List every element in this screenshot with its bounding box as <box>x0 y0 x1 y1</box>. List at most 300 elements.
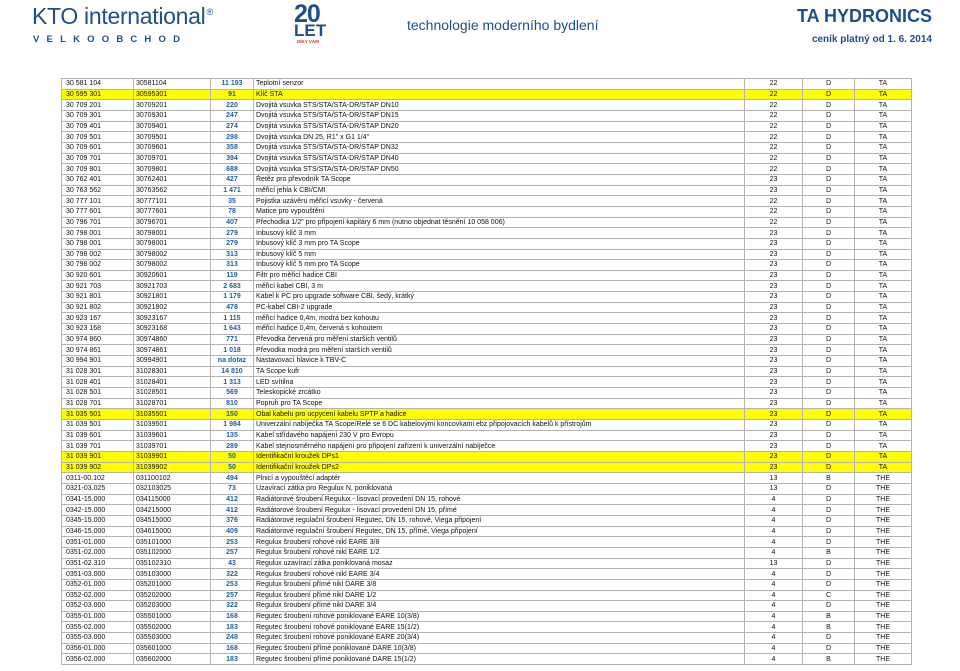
table-row <box>62 121 912 132</box>
item-code: 31 035 501 <box>62 409 134 420</box>
table-row <box>62 441 912 452</box>
item-alt-code: 31028401 <box>134 377 211 388</box>
item-alt-code: 31039601 <box>134 430 211 441</box>
item-brand: TA <box>855 196 912 207</box>
item-code: 31 028 701 <box>62 398 134 409</box>
item-name: Radiátorové regulační šroubení Regutec, DN 15, přímé, Viega připojení <box>254 526 745 537</box>
item-price: 11 193 <box>211 79 254 90</box>
item-code: 0311-00.102 <box>62 473 134 484</box>
table-row <box>62 313 912 324</box>
item-group: 4 <box>745 590 803 601</box>
item-name: Filtr pro měřicí hadice CBI <box>254 270 745 281</box>
item-price: 313 <box>211 249 254 260</box>
item-name: Inbusový klíč 3 mm pro TA Scope <box>254 238 745 249</box>
item-class: D <box>803 377 855 388</box>
item-code: 30 709 201 <box>62 100 134 111</box>
item-code: 31 028 401 <box>62 377 134 388</box>
item-class: D <box>803 569 855 580</box>
item-code: 0351-03.000 <box>62 569 134 580</box>
table-row <box>62 430 912 441</box>
item-brand: TA <box>855 185 912 196</box>
table-row <box>62 526 912 537</box>
brand-name: KTO international <box>32 3 206 29</box>
item-name: Regulux šroubení rohové nikl EARE 1/2 <box>254 547 745 558</box>
item-name: Převodka modrá pro měření starších ventilů <box>254 345 745 356</box>
item-price: 1 018 <box>211 345 254 356</box>
item-price: 247 <box>211 110 254 121</box>
item-class: D <box>803 334 855 345</box>
item-code: 30 763 562 <box>62 185 134 196</box>
item-alt-code: 31039501 <box>134 420 211 431</box>
item-code: 30 709 401 <box>62 121 134 132</box>
item-brand: TA <box>855 132 912 143</box>
item-name: Identifikační kroužek DPs2 <box>254 462 745 473</box>
item-group: 22 <box>745 196 803 207</box>
item-group: 13 <box>745 483 803 494</box>
table-row <box>62 505 912 516</box>
item-brand: TA <box>855 79 912 90</box>
anniversary-logo <box>292 2 326 48</box>
item-price: 168 <box>211 611 254 622</box>
item-alt-code: 30762401 <box>134 174 211 185</box>
item-brand: THE <box>855 526 912 537</box>
item-price: 1 471 <box>211 185 254 196</box>
item-class: D <box>803 366 855 377</box>
item-price: 1 984 <box>211 420 254 431</box>
item-name: Popruh pro TA Scope <box>254 398 745 409</box>
item-group: 23 <box>745 451 803 462</box>
item-price: 322 <box>211 569 254 580</box>
item-price: 73 <box>211 483 254 494</box>
item-name: Regulux uzavírací zátka poniklovaná mosaz <box>254 558 745 569</box>
item-code: 30 798 002 <box>62 260 134 271</box>
table-row <box>62 174 912 185</box>
company-tagline: VELKOOBCHOD <box>33 34 188 45</box>
item-class: D <box>803 505 855 516</box>
item-brand: TA <box>855 249 912 260</box>
item-alt-code: 30709501 <box>134 132 211 143</box>
item-code: 31 039 601 <box>62 430 134 441</box>
item-name: Převodka červená pro měření starších ventilů <box>254 334 745 345</box>
item-price: 78 <box>211 206 254 217</box>
item-group: 23 <box>745 366 803 377</box>
item-alt-code: 031100102 <box>134 473 211 484</box>
item-class: D <box>803 174 855 185</box>
item-class: D <box>803 249 855 260</box>
table-row <box>62 569 912 580</box>
item-name: Regutec šroubení rohové poniklované EARE 15(1/2) <box>254 622 745 633</box>
item-price: 1 179 <box>211 292 254 303</box>
item-price: 376 <box>211 515 254 526</box>
item-price: 771 <box>211 334 254 345</box>
product-brand: TA HYDRONICS <box>797 6 932 26</box>
item-name: Pojistka uzávěru měřicí vsuvky - červená <box>254 196 745 207</box>
table-row <box>62 260 912 271</box>
item-alt-code: 034115000 <box>134 494 211 505</box>
pricelist-validity: ceník platný od 1. 6. 2014 <box>811 34 932 45</box>
item-code: 0346-15.000 <box>62 526 134 537</box>
item-code: 0352-02.000 <box>62 590 134 601</box>
item-alt-code: 30921801 <box>134 292 211 303</box>
item-alt-code: 30798001 <box>134 228 211 239</box>
item-group: 4 <box>745 611 803 622</box>
item-group: 22 <box>745 121 803 132</box>
item-group: 22 <box>745 164 803 175</box>
item-group: 22 <box>745 110 803 121</box>
table-row <box>62 292 912 303</box>
item-name: PC-kabel CBI-2 upgrade <box>254 302 745 313</box>
item-price: 409 <box>211 526 254 537</box>
item-price: 289 <box>211 441 254 452</box>
item-name: Regulux šroubení přímé nikl DARE 3/4 <box>254 601 745 612</box>
table-row <box>62 206 912 217</box>
item-code: 0352-03.000 <box>62 601 134 612</box>
item-price: 168 <box>211 643 254 654</box>
item-price: 150 <box>211 409 254 420</box>
item-alt-code: 035101000 <box>134 537 211 548</box>
item-brand: TA <box>855 409 912 420</box>
item-alt-code: 035203000 <box>134 601 211 612</box>
item-alt-code: 30974860 <box>134 334 211 345</box>
item-group: 23 <box>745 249 803 260</box>
item-brand: TA <box>855 228 912 239</box>
item-code: 0355-03.000 <box>62 633 134 644</box>
item-price: 135 <box>211 430 254 441</box>
item-brand: THE <box>855 558 912 569</box>
item-brand: TA <box>855 398 912 409</box>
table-row <box>62 334 912 345</box>
item-class: D <box>803 313 855 324</box>
table-row <box>62 228 912 239</box>
item-alt-code: 31039902 <box>134 462 211 473</box>
item-price: 407 <box>211 217 254 228</box>
item-code: 30 798 002 <box>62 249 134 260</box>
item-alt-code: 31039701 <box>134 441 211 452</box>
item-brand: THE <box>855 537 912 548</box>
item-group: 22 <box>745 132 803 143</box>
item-price: 279 <box>211 228 254 239</box>
item-alt-code: 035202000 <box>134 590 211 601</box>
item-code: 30 777 101 <box>62 196 134 207</box>
item-name: Klíč STA <box>254 89 745 100</box>
item-name: Regutec šroubení rohové poniklované EARE 10(3/8) <box>254 611 745 622</box>
table-row <box>62 110 912 121</box>
item-group: 23 <box>745 388 803 399</box>
item-price: 810 <box>211 398 254 409</box>
table-row <box>62 483 912 494</box>
item-alt-code: 31028501 <box>134 388 211 399</box>
item-class: D <box>803 196 855 207</box>
item-price: 569 <box>211 388 254 399</box>
item-group: 23 <box>745 409 803 420</box>
item-class: B <box>803 547 855 558</box>
item-price: 91 <box>211 89 254 100</box>
table-row <box>62 633 912 644</box>
item-brand: TA <box>855 441 912 452</box>
item-code: 30 798 001 <box>62 228 134 239</box>
item-code: 0351-02.310 <box>62 558 134 569</box>
table-row <box>62 356 912 367</box>
item-class: B <box>803 622 855 633</box>
item-name: Inbusový klíč 5 mm <box>254 249 745 260</box>
item-price: 478 <box>211 302 254 313</box>
item-class: C <box>803 590 855 601</box>
company-logo <box>32 3 213 30</box>
table-row <box>62 590 912 601</box>
item-price: 50 <box>211 462 254 473</box>
item-name: Regulux šroubení rohové nikl EARE 3/8 <box>254 537 745 548</box>
item-alt-code: 30994901 <box>134 356 211 367</box>
page-header <box>0 0 960 50</box>
item-brand: TA <box>855 270 912 281</box>
table-row <box>62 132 912 143</box>
table-row <box>62 324 912 335</box>
item-code: 30 921 801 <box>62 292 134 303</box>
item-alt-code: 30595301 <box>134 89 211 100</box>
item-brand: THE <box>855 569 912 580</box>
item-price: 14 810 <box>211 366 254 377</box>
item-name: Kabel stejnosměrného napájení pro připojení zařízení k univerzální nabíječce <box>254 441 745 452</box>
item-group: 13 <box>745 473 803 484</box>
item-group: 23 <box>745 430 803 441</box>
item-code: 30 595 301 <box>62 89 134 100</box>
item-code: 0342-15.000 <box>62 505 134 516</box>
table-row <box>62 654 912 665</box>
item-group: 4 <box>745 515 803 526</box>
item-name: Dvojitá vsuvka STS/STA/STA-DR/STAP DN40 <box>254 153 745 164</box>
table-row <box>62 302 912 313</box>
item-brand: TA <box>855 324 912 335</box>
item-alt-code: 30798002 <box>134 260 211 271</box>
item-price: 1 115 <box>211 313 254 324</box>
item-price: 274 <box>211 121 254 132</box>
item-price: 43 <box>211 558 254 569</box>
item-code: 30 709 601 <box>62 142 134 153</box>
item-code: 0356-02.000 <box>62 654 134 665</box>
item-code: 30 921 802 <box>62 302 134 313</box>
item-group: 22 <box>745 89 803 100</box>
item-brand: TA <box>855 366 912 377</box>
item-name: Uzavírací zátka pro Regulux N, poniklovaná <box>254 483 745 494</box>
table-row <box>62 601 912 612</box>
item-code: 31 039 701 <box>62 441 134 452</box>
item-name: Obal kabelu pro ucpycení kabelu SPTP a hadice <box>254 409 745 420</box>
item-brand: TA <box>855 217 912 228</box>
item-code: 31 028 301 <box>62 366 134 377</box>
table-row <box>62 153 912 164</box>
item-name: měřicí hadice 0,4m, modrá bez kohoutu <box>254 313 745 324</box>
item-class: D <box>803 100 855 111</box>
item-class: D <box>803 345 855 356</box>
price-table-body <box>62 79 912 665</box>
item-brand: THE <box>855 473 912 484</box>
item-class: D <box>803 483 855 494</box>
table-row <box>62 270 912 281</box>
item-class: D <box>803 281 855 292</box>
item-class: D <box>803 132 855 143</box>
item-brand: THE <box>855 483 912 494</box>
item-brand: TA <box>855 334 912 345</box>
item-name: Regulux šroubení rohové nikl EARE 3/4 <box>254 569 745 580</box>
item-name: Regutec šroubení přímé poniklované DARE 15(1/2) <box>254 654 745 665</box>
item-alt-code: 30763562 <box>134 185 211 196</box>
item-brand: TA <box>855 462 912 473</box>
item-code: 31 039 501 <box>62 420 134 431</box>
item-alt-code: 30974861 <box>134 345 211 356</box>
item-class: D <box>803 579 855 590</box>
item-group: 22 <box>745 142 803 153</box>
item-code: 31 039 902 <box>62 462 134 473</box>
item-code: 30 709 801 <box>62 164 134 175</box>
table-row <box>62 281 912 292</box>
item-name: Teleskopické zrcátko <box>254 388 745 399</box>
item-group: 23 <box>745 462 803 473</box>
item-group: 4 <box>745 633 803 644</box>
item-name: Matice pro vypouštění <box>254 206 745 217</box>
price-table <box>61 78 912 665</box>
item-class: B <box>803 654 855 665</box>
item-alt-code: 30709401 <box>134 121 211 132</box>
item-brand: TA <box>855 89 912 100</box>
item-alt-code: 035201000 <box>134 579 211 590</box>
item-group: 23 <box>745 356 803 367</box>
table-row <box>62 79 912 90</box>
item-alt-code: 30581104 <box>134 79 211 90</box>
item-price: 2 683 <box>211 281 254 292</box>
table-row <box>62 515 912 526</box>
table-row <box>62 196 912 207</box>
table-row <box>62 249 912 260</box>
item-brand: TA <box>855 451 912 462</box>
item-alt-code: 30798002 <box>134 249 211 260</box>
item-brand: TA <box>855 281 912 292</box>
item-code: 0341-15.000 <box>62 494 134 505</box>
item-class: D <box>803 110 855 121</box>
item-group: 23 <box>745 334 803 345</box>
anniversary-subtitle: DÍKY VÁM <box>297 39 319 44</box>
table-row <box>62 537 912 548</box>
item-name: Dvojitá vsuvka STS/STA/STA-DR/STAP DN32 <box>254 142 745 153</box>
item-class: D <box>803 451 855 462</box>
item-group: 22 <box>745 100 803 111</box>
item-class: D <box>803 228 855 239</box>
item-class: D <box>803 494 855 505</box>
item-alt-code: 31035501 <box>134 409 211 420</box>
item-name: Inbusový klíč 3 mm <box>254 228 745 239</box>
item-brand: TA <box>855 260 912 271</box>
item-group: 23 <box>745 270 803 281</box>
item-code: 0351-01.000 <box>62 537 134 548</box>
item-code: 30 798 001 <box>62 238 134 249</box>
item-class: D <box>803 217 855 228</box>
item-name: Dvojitá vsuvka DN 25, R1" x G1 1/4" <box>254 132 745 143</box>
item-brand: THE <box>855 633 912 644</box>
item-group: 4 <box>745 537 803 548</box>
item-class: D <box>803 164 855 175</box>
item-brand: TA <box>855 206 912 217</box>
item-code: 30 974 861 <box>62 345 134 356</box>
item-price: 688 <box>211 164 254 175</box>
table-row <box>62 100 912 111</box>
item-alt-code: 30709801 <box>134 164 211 175</box>
item-code: 0356-01.000 <box>62 643 134 654</box>
item-group: 23 <box>745 398 803 409</box>
item-code: 30 920 601 <box>62 270 134 281</box>
item-code: 30 709 301 <box>62 110 134 121</box>
item-class: D <box>803 430 855 441</box>
table-row <box>62 420 912 431</box>
item-brand: TA <box>855 153 912 164</box>
table-row <box>62 473 912 484</box>
item-alt-code: 034215000 <box>134 505 211 516</box>
table-row <box>62 388 912 399</box>
table-row <box>62 622 912 633</box>
item-code: 30 796 701 <box>62 217 134 228</box>
item-group: 4 <box>745 505 803 516</box>
item-group: 4 <box>745 643 803 654</box>
item-price: 248 <box>211 633 254 644</box>
item-alt-code: 035601000 <box>134 643 211 654</box>
item-code: 30 581 104 <box>62 79 134 90</box>
item-code: 30 923 168 <box>62 324 134 335</box>
item-brand: THE <box>855 622 912 633</box>
item-class: D <box>803 121 855 132</box>
item-alt-code: 30777601 <box>134 206 211 217</box>
item-name: Kabel k PC pro upgrade software CBI, šedý, krátký <box>254 292 745 303</box>
item-name: TA Scope kufr <box>254 366 745 377</box>
item-group: 4 <box>745 494 803 505</box>
item-brand: THE <box>855 494 912 505</box>
table-row <box>62 185 912 196</box>
item-brand: TA <box>855 388 912 399</box>
item-group: 23 <box>745 292 803 303</box>
table-row <box>62 409 912 420</box>
item-price: 394 <box>211 153 254 164</box>
item-brand: TA <box>855 345 912 356</box>
item-price: 257 <box>211 590 254 601</box>
item-brand: TA <box>855 430 912 441</box>
item-name: Nastavovací hlavice k TBV-C <box>254 356 745 367</box>
item-brand: TA <box>855 100 912 111</box>
item-class: D <box>803 441 855 452</box>
item-code: 0352-01.000 <box>62 579 134 590</box>
item-alt-code: 035602000 <box>134 654 211 665</box>
item-group: 23 <box>745 324 803 335</box>
item-brand: TA <box>855 292 912 303</box>
item-class: D <box>803 558 855 569</box>
item-alt-code: 035103000 <box>134 569 211 580</box>
item-alt-code: 30798001 <box>134 238 211 249</box>
table-row <box>62 238 912 249</box>
item-class: D <box>803 185 855 196</box>
item-brand: THE <box>855 579 912 590</box>
item-alt-code: 30923167 <box>134 313 211 324</box>
item-price: 183 <box>211 622 254 633</box>
item-price: 35 <box>211 196 254 207</box>
item-name: Regulux šroubení přímé nikl DARE 3/8 <box>254 579 745 590</box>
item-alt-code: 30709201 <box>134 100 211 111</box>
item-code: 0355-01.000 <box>62 611 134 622</box>
item-brand: THE <box>855 515 912 526</box>
item-alt-code: 30709301 <box>134 110 211 121</box>
item-class: D <box>803 601 855 612</box>
item-price: 313 <box>211 260 254 271</box>
item-name: Řetěz pro převodník TA Scope <box>254 174 745 185</box>
item-name: Regutec šroubení rohové poniklované EARE 20(3/4) <box>254 633 745 644</box>
item-class: D <box>803 238 855 249</box>
item-alt-code: 035102310 <box>134 558 211 569</box>
item-brand: THE <box>855 547 912 558</box>
